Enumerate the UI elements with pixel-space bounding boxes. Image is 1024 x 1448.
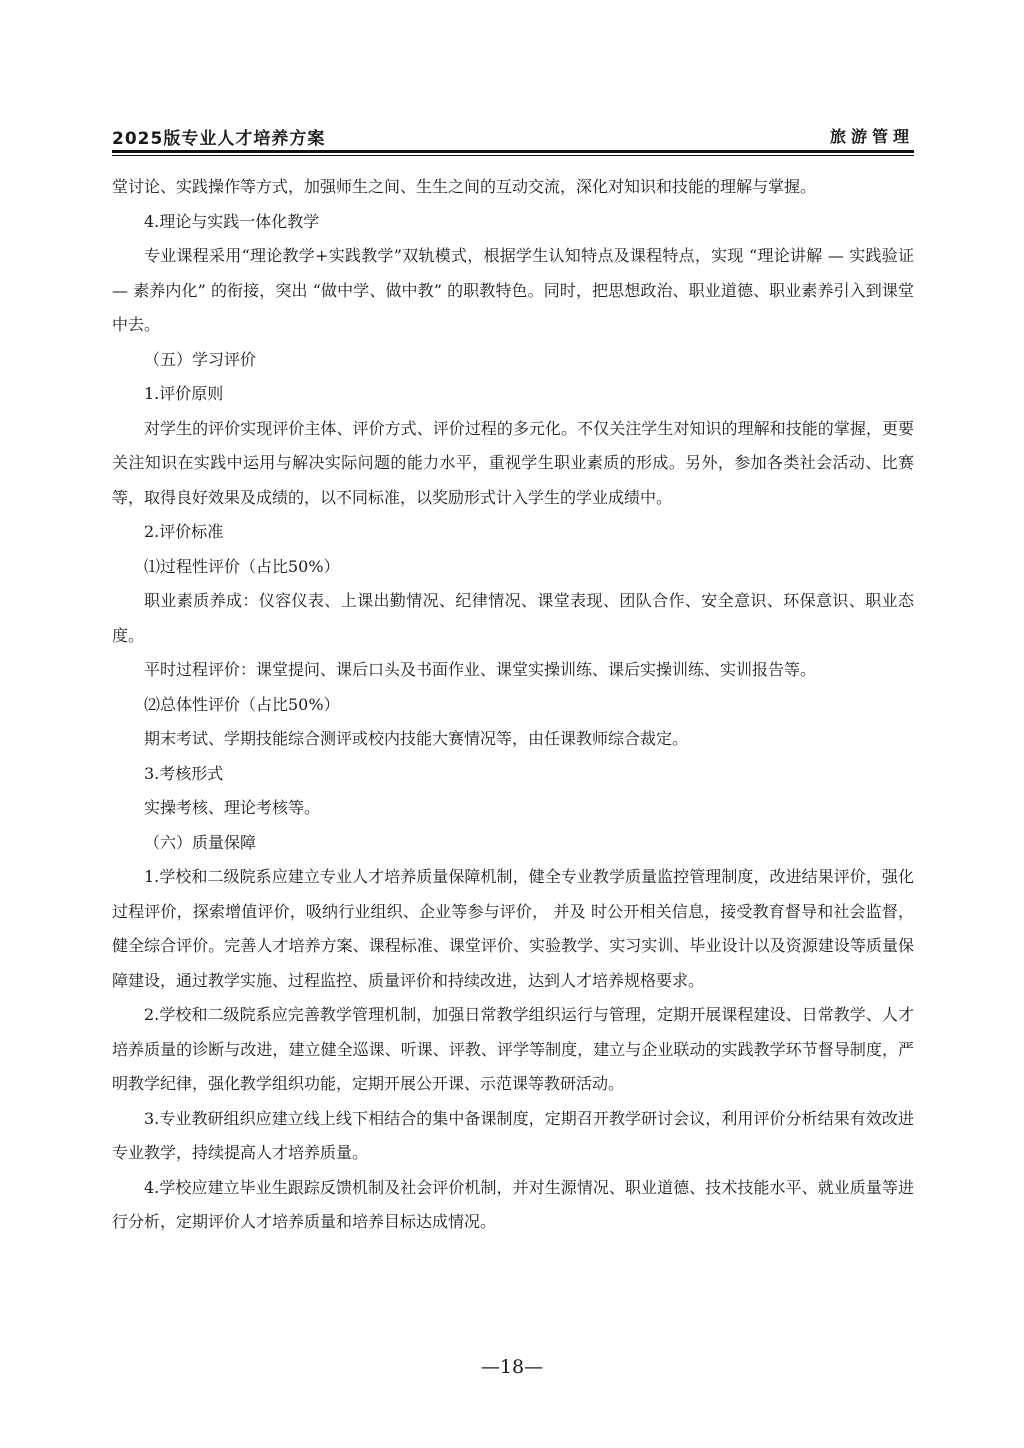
item-overall-evaluation: ⑵总体性评价（占比50%） bbox=[144, 694, 340, 714]
paragraph: 期末考试、学期技能综合测评或校内技能大赛情况等，由任课教师综合裁定。 bbox=[144, 729, 689, 748]
header-rule-thin bbox=[112, 155, 914, 156]
item-process-evaluation: ⑴过程性评价（占比50%） bbox=[144, 556, 340, 576]
paragraph: 1.学校和二级院系应建立专业人才培养质量保障机制，健全专业教学质量监控管理制度，改进结果评价，强化过程评价，探索增值评价，吸纳行业组织、企业等参与评价， 并及 时公开相关信息，接受教育督导和社会监督，健全综合评价。完善人才培养方案、课程标准、课堂评价、实验教学、实习实训、毕业设计以及资源建设等质量保障建设，通过教学实施、过程监控、质量评价和持续改进，达到人才培养规格要求。 bbox=[112, 867, 914, 990]
paragraph: 2.学校和二级院系应完善教学管理机制，加强日常教学组织运行与管理，定期开展课程建设、日常教学、人才培养质量的诊断与改进，建立健全巡课、听课、评教、评学等制度，建立与企业联动的实践教学环节督导制度，严明教学纪律，强化教学组织功能，定期开展公开课、示范课等教研活动。 bbox=[112, 1005, 914, 1093]
page-header bbox=[112, 124, 914, 148]
section-heading-quality-assurance: （六）质量保障 bbox=[144, 832, 257, 852]
paragraph: 平时过程评价：课堂提问、课后口头及书面作业、课堂实操训练、课后实操训练、实训报告等。 bbox=[144, 660, 817, 679]
document-title: 2025版专业人才培养方案 bbox=[112, 129, 326, 149]
subheading-evaluation-principles: 1.评价原则 bbox=[144, 384, 224, 403]
subheading-assessment-form: 3.考核形式 bbox=[144, 763, 224, 783]
paragraph: 3.专业教研组织应建立线上线下相结合的集中备课制度，定期召开教学研讨会议，利用评价分析结果有效改进专业教学，持续提高人才培养质量。 bbox=[112, 1108, 914, 1162]
body-content bbox=[112, 170, 914, 1240]
page-number: —18— bbox=[480, 1356, 544, 1378]
paragraph: 4.学校应建立毕业生跟踪反馈机制及社会评价机制，并对生源情况、职业道德、技术技能水平、就业质量等进行分析，定期评价人才培养质量和培养目标达成情况。 bbox=[112, 1177, 914, 1231]
section-heading-learning-evaluation: （五）学习评价 bbox=[144, 349, 257, 369]
paragraph-continuation: 堂讨论、实践操作等方式，加强师生之间、生生之间的互动交流，深化对知识和技能的理解与掌握。 bbox=[112, 177, 817, 196]
paragraph: 职业素质养成：仪容仪表、上课出勤情况、纪律情况、课堂表现、团队合作、安全意识、环保意识、职业态度。 bbox=[112, 591, 914, 645]
section-title: 旅游管理 bbox=[829, 127, 914, 146]
paragraph: 专业课程采用“理论教学+实践教学”双轨模式，根据学生认知特点及课程特点，实现 “理论讲解 — 实践验证 — 素养内化” 的衔接，突出 “做中学、做中教” 的职教特色。同时，把思想政治、职业道德、职业素养引入到课堂中去。 bbox=[112, 246, 914, 334]
header-rule-thick bbox=[112, 150, 914, 153]
subheading-integrated-teaching: 4.理论与实践一体化教学 bbox=[144, 211, 320, 231]
paragraph: 对学生的评价实现评价主体、评价方式、评价过程的多元化。不仅关注学生对知识的理解和技能的掌握，更要关注知识在实践中运用与解决实际问题的能力水平，重视学生职业素质的形成。另外，参加各类社会活动、比赛等，取得良好效果及成绩的，以不同标准，以奖励形式计入学生的学业成绩中。 bbox=[112, 418, 914, 507]
paragraph: 实操考核、理论考核等。 bbox=[144, 798, 321, 817]
subheading-evaluation-standards: 2.评价标准 bbox=[144, 522, 224, 541]
